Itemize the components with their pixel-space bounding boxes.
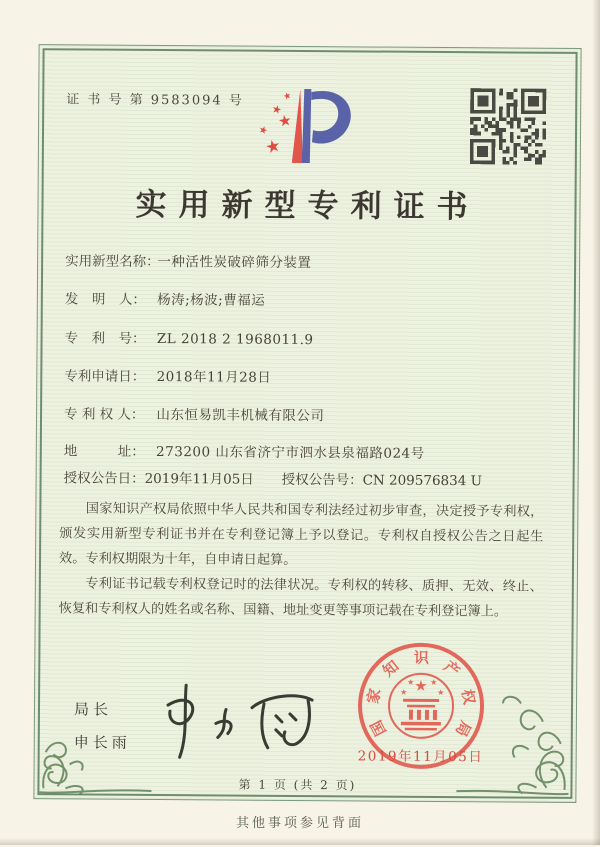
grant-no-value: CN 209576834 U <box>362 472 483 490</box>
field-value: 山东恒易凯丰机械有限公司 <box>156 406 325 425</box>
svg-text:家: 家 <box>363 686 385 706</box>
field-label: 地 址： <box>63 443 145 460</box>
svg-text:★: ★ <box>282 90 293 103</box>
field-label: 发 明 人： <box>64 291 146 308</box>
corner-flourish-left-icon <box>35 730 155 799</box>
field-value: ZL 2018 2 1968011.9 <box>156 330 314 349</box>
certificate-title: 实用新型专利证书 <box>135 186 480 226</box>
field-row-address <box>64 439 425 462</box>
field-label: 实用新型名称： <box>65 253 160 271</box>
field-value: 一种活性炭破碎筛分装置 <box>157 254 312 272</box>
svg-text:国: 国 <box>367 717 390 739</box>
field-value: 2018年11月28日 <box>156 368 272 386</box>
signer-name: 申长雨 <box>73 733 131 752</box>
qr-code <box>470 88 547 165</box>
legal-paragraph-1: 国家知识产权局依照中华人民共和国专利法经过初步审查，决定授予专利权，颁发实用新型专利证书并在专利登记簿上予以登记。专利权自授权公告之日起生效。专利权期限为十年，自申请日起算。 <box>58 501 544 568</box>
svg-text:★: ★ <box>257 124 270 138</box>
field-row-inventors <box>65 287 266 308</box>
legal-paragraph-2: 专利证书记载专利权登记时的法律状况。专利权的转移、质押、无效、终止、恢复和专利权人的姓名或名称、国籍、地址变更等事项记载在专利登记簿上。 <box>58 576 543 620</box>
field-row-filing-date <box>64 364 271 385</box>
svg-text:★: ★ <box>400 687 408 697</box>
svg-text:★: ★ <box>276 110 293 131</box>
field-label: 专 利 权 人： <box>63 406 145 423</box>
svg-text:局: 局 <box>451 717 475 740</box>
svg-text:产: 产 <box>440 657 464 681</box>
svg-text:★: ★ <box>414 676 428 695</box>
signature-icon <box>148 671 324 767</box>
certificate-number: 证 书 号 第 9583094 号 <box>66 92 244 109</box>
grant-date-label: 授权公告日： <box>63 470 145 487</box>
field-value: 273200 山东省济宁市泗水县泉福路024号 <box>156 443 425 462</box>
field-row-patent-no <box>65 326 314 348</box>
field-label: 专 利 号： <box>64 330 146 347</box>
legal-text <box>59 496 544 624</box>
signer-title: 局长 <box>73 700 113 719</box>
grant-no-label: 授权公告号： <box>281 471 363 489</box>
svg-text:权: 权 <box>457 687 479 706</box>
scan-edge <box>592 0 600 845</box>
svg-text:★: ★ <box>437 687 445 698</box>
seal-date: 2019年11月05日 <box>357 748 484 766</box>
svg-text:★: ★ <box>263 135 283 159</box>
field-row-name <box>65 249 311 271</box>
scan-edge <box>0 838 600 845</box>
page-number: 第 1 页 (共 2 页) <box>238 777 357 793</box>
grant-date-value: 2019年11月05日 <box>144 470 254 488</box>
svg-text:★: ★ <box>270 102 284 118</box>
back-note: 其他事项参见背面 <box>235 816 364 831</box>
field-value: 杨涛;杨波;曹福运 <box>157 291 266 309</box>
svg-text:★: ★ <box>407 677 415 687</box>
field-label: 专利申请日： <box>64 368 146 385</box>
corner-flourish-right-icon <box>452 691 573 800</box>
svg-text:★: ★ <box>430 677 438 687</box>
cnipa-logo-icon <box>240 84 365 169</box>
field-row-grant <box>63 466 483 490</box>
field-row-patentee <box>64 402 324 424</box>
svg-text:识: 识 <box>413 648 429 667</box>
svg-text:知: 知 <box>379 656 403 681</box>
